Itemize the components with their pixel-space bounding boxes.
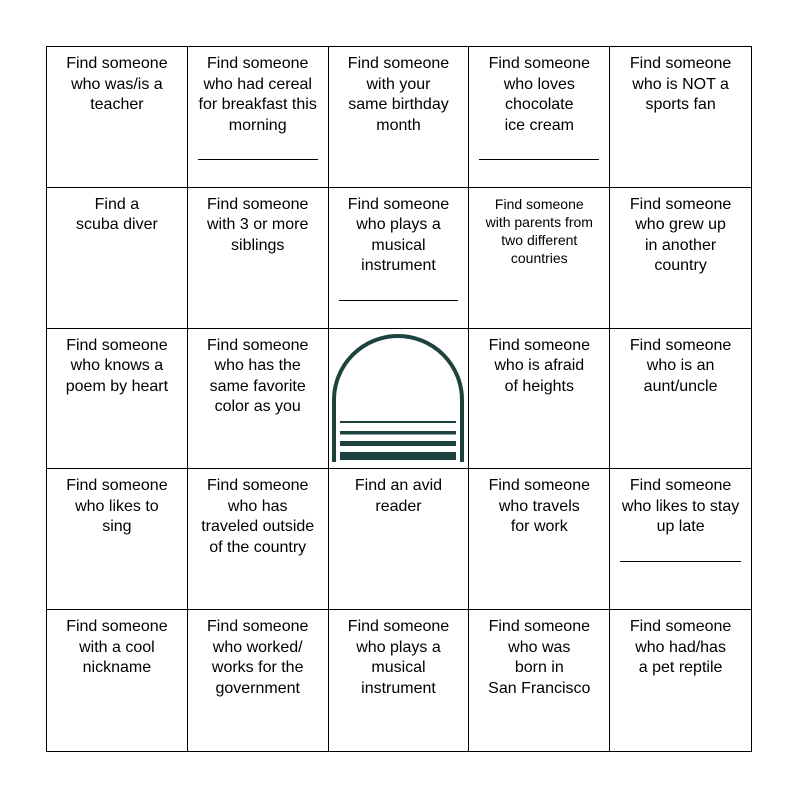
free-space-cell[interactable]: [329, 329, 470, 470]
bingo-cell[interactable]: [47, 47, 188, 188]
bingo-cell[interactable]: [188, 47, 329, 188]
cell-prompt: Find someone with parents from two different countries: [485, 195, 593, 266]
cell-prompt: Find someone who likes to stay up late: [621, 477, 740, 536]
cell-prompt: Find someone who had cereal for breakfast this morning: [198, 55, 317, 134]
cell-prompt: Find someone who was/is a teacher: [66, 55, 168, 113]
cell-prompt: Find someone who loves chocolate ice cream: [488, 55, 590, 134]
bingo-cell[interactable]: [469, 188, 610, 329]
cell-prompt: Find someone who travels for work: [488, 477, 590, 536]
bingo-cell[interactable]: [47, 469, 188, 610]
cell-prompt: Find an avid reader: [354, 477, 443, 515]
bingo-cell[interactable]: [469, 329, 610, 470]
answer-blank-line: [198, 159, 318, 160]
cell-prompt: Find someone who is NOT a sports fan: [629, 55, 732, 113]
bingo-cell[interactable]: [469, 469, 610, 610]
cell-prompt: Find someone with a cool nickname: [66, 618, 168, 677]
cell-prompt: Find someone who has traveled outside of the country: [201, 477, 315, 556]
bingo-cell[interactable]: [188, 329, 329, 470]
cell-prompt: Find someone who had/has a pet reptile: [629, 618, 732, 677]
cell-prompt: Find someone who likes to sing: [66, 477, 168, 536]
bingo-cell[interactable]: [329, 469, 470, 610]
cell-prompt: Find someone who plays a musical instrument: [347, 618, 450, 697]
answer-blank-line: [479, 159, 599, 160]
bingo-cell[interactable]: [47, 188, 188, 329]
bingo-cell[interactable]: [47, 329, 188, 470]
cell-prompt: Find someone who grew up in another country: [629, 195, 732, 275]
bingo-cell[interactable]: [610, 329, 751, 470]
bingo-cell[interactable]: [610, 47, 751, 188]
cell-prompt: Find someone who is afraid of heights: [488, 336, 590, 395]
cell-prompt: Find someone who has the same favorite color as you: [207, 336, 309, 416]
bingo-cell[interactable]: [610, 188, 751, 329]
cell-prompt: Find someone who was born in San Francisco: [488, 618, 591, 697]
bingo-cell[interactable]: [329, 188, 470, 329]
bingo-cell[interactable]: [469, 610, 610, 751]
answer-blank-line: [339, 300, 459, 301]
bingo-cell[interactable]: [610, 610, 751, 751]
bingo-board: [46, 46, 752, 752]
bingo-cell[interactable]: [469, 47, 610, 188]
cell-prompt: Find someone with 3 or more siblings: [207, 195, 309, 254]
cell-prompt: Find someone who plays a musical instrument: [347, 195, 450, 275]
cell-prompt: Find someone who worked/ works for the government: [207, 618, 309, 697]
bingo-cell[interactable]: [329, 47, 470, 188]
bingo-cell[interactable]: [188, 610, 329, 751]
bingo-cell[interactable]: [610, 469, 751, 610]
cell-prompt: Find someone with your same birthday month: [347, 55, 450, 134]
cell-prompt: Find someone who knows a poem by heart: [65, 336, 169, 395]
bingo-cell[interactable]: [188, 188, 329, 329]
bingo-cell[interactable]: [47, 610, 188, 751]
answer-blank-line: [620, 561, 741, 562]
cell-prompt: Find a scuba diver: [75, 195, 158, 234]
bingo-cell[interactable]: [329, 610, 470, 751]
bingo-cell[interactable]: [188, 469, 329, 610]
arch-logo-icon: [331, 334, 465, 466]
cell-prompt: Find someone who is an aunt/uncle: [629, 336, 732, 395]
